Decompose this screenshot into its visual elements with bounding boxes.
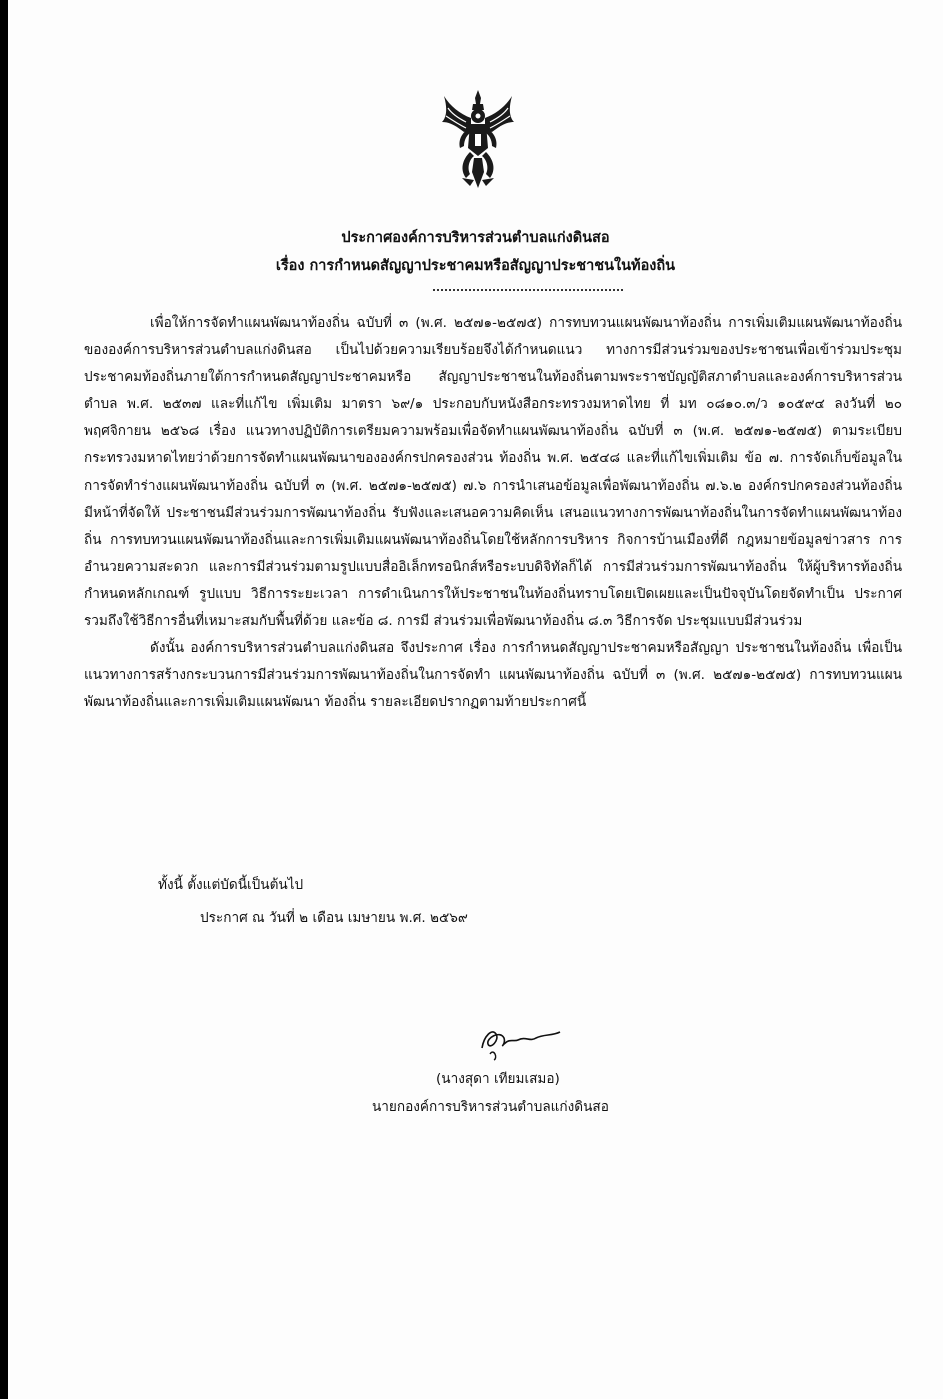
garuda-emblem-icon	[440, 88, 516, 194]
document-page	[8, 0, 943, 1399]
effective-statement: ทั้งนี้ ตั้งแต่บัดนี้เป็นต้นไป	[158, 877, 304, 893]
document-body	[84, 310, 902, 716]
dotted-divider	[433, 289, 623, 291]
signature-icon	[470, 1018, 566, 1064]
body-paragraph-1: เพื่อให้การจัดทำแผนพัฒนาท้องถิ่น ฉบับที่ ๓ (พ.ศ. ๒๕๗๑-๒๕๗๕) การทบทวนแผนพัฒนาท้องถิ่น การเพิ่มเติมแผนพัฒนาท้องถิ่นขององค์การบริหารส่วนตำบลแก่งดินสอ เป็นไปด้วยความเรียบร้อยจึงได้กำหนดแนว ทางการมีส่วนร่วมของประชาชนเพื่อเข้าร่วมประชุมประชาคมท้องถิ่นภายใต้การกำหนดสัญญาประชาคมหรือ สัญญาประชาชนในท้องถิ่นตามพระราชบัญญัติสภาตำบลและองค์การบริหารส่วนตำบล พ.ศ. ๒๕๓๗ และที่แก้ไข เพิ่มเติม มาตรา ๖๙/๑ ประกอบกับหนังสือกระทรวงมหาดไทย ที่ มท ๐๘๑๐.๓/ว ๑๐๕๙๔ ลงวันที่ ๒๐ พฤศจิกายน ๒๕๖๘ เรื่อง แนวทางปฏิบัติการเตรียมความพร้อมเพื่อจัดทำแผนพัฒนาท้องถิ่น ฉบับที่ ๓ (พ.ศ. ๒๕๗๑-๒๕๗๕) ตามระเบียบกระทรวงมหาดไทยว่าด้วยการจัดทำแผนพัฒนาขององค์กรปกครองส่วน ท้องถิ่น พ.ศ. ๒๕๔๘ และที่แก้ไขเพิ่มเติม ข้อ ๗. การจัดเก็บข้อมูลในการจัดทำร่างแผนพัฒนาท้องถิ่น ฉบับที่ ๓ (พ.ศ. ๒๕๗๑-๒๕๗๕) ๗.๖ การนำเสนอข้อมูลเพื่อพัฒนาท้องถิ่น ๗.๖.๒ องค์กรปกครองส่วนท้องถิ่นมีหน้าที่จัดให้ ประชาชนมีส่วนร่วมการพัฒนาท้องถิ่น รับฟังและเสนอความคิดเห็น เสนอแนวทางการพัฒนาท้องถิ่นในการจัดทำแผนพัฒนาท้องถิ่น การทบทวนแผนพัฒนาท้องถิ่นและการเพิ่มเติมแผนพัฒนาท้องถิ่นโดยใช้หลักการบริหาร กิจการบ้านเมืองที่ดี กฎหมายข้อมูลข่าวสาร การอำนวยความสะดวก และการมีส่วนร่วมตามรูปแบบสื่ออิเล็กทรอนิกส์หรือระบบดิจิทัลก็ได้ การมีส่วนร่วมการพัฒนาท้องถิ่น ให้ผู้บริหารท้องถิ่นกำหนดหลักเกณฑ์ รูปแบบ วิธีการระยะเวลา การดำเนินการให้ประชาชนในท้องถิ่นทราบโดยเปิดเผยและเป็นปัจจุบันโดยจัดทำเป็น ประกาศรวมถึงใช้วิธีการอื่นที่เหมาะสมกับพื้นที่ด้วย และข้อ ๘. การมี ส่วนร่วมเพื่อพัฒนาท้องถิ่น ๘.๓ วิธีการจัด ประชุมแบบมีส่วนร่วม	[84, 315, 902, 630]
announcement-date: ประกาศ ณ วันที่ ๒ เดือน เมษายน พ.ศ. ๒๕๖๙	[200, 910, 468, 926]
announcement-title: ประกาศองค์การบริหารส่วนตำบลแก่งดินสอ	[341, 230, 610, 246]
body-paragraph-2: ดังนั้น องค์การบริหารส่วนตำบลแก่งดินสอ จึงประกาศ เรื่อง การกำหนดสัญญาประชาคมหรือสัญญา ประชาชนในท้องถิ่น เพื่อเป็นแนวทางการสร้างกระบวนการมีส่วนร่วมการพัฒนาท้องถิ่นในการจัดทำ แผนพัฒนาท้องถิ่น ฉบับที่ ๓ (พ.ศ. ๒๕๗๑-๒๕๗๕) การทบทวนแผนพัฒนาท้องถิ่นและการเพิ่มเติมแผนพัฒนา ท้องถิ่น รายละเอียดปรากฏตามท้ายประกาศนี้	[84, 640, 902, 711]
announcement-subject: เรื่อง การกำหนดสัญญาประชาคมหรือสัญญาประชาชนในท้องถิ่น	[275, 258, 676, 274]
signatory-name: (นางสุดา เทียมเสมอ)	[436, 1071, 560, 1087]
signatory-position: นายกองค์การบริหารส่วนตำบลแก่งดินสอ	[372, 1099, 609, 1115]
